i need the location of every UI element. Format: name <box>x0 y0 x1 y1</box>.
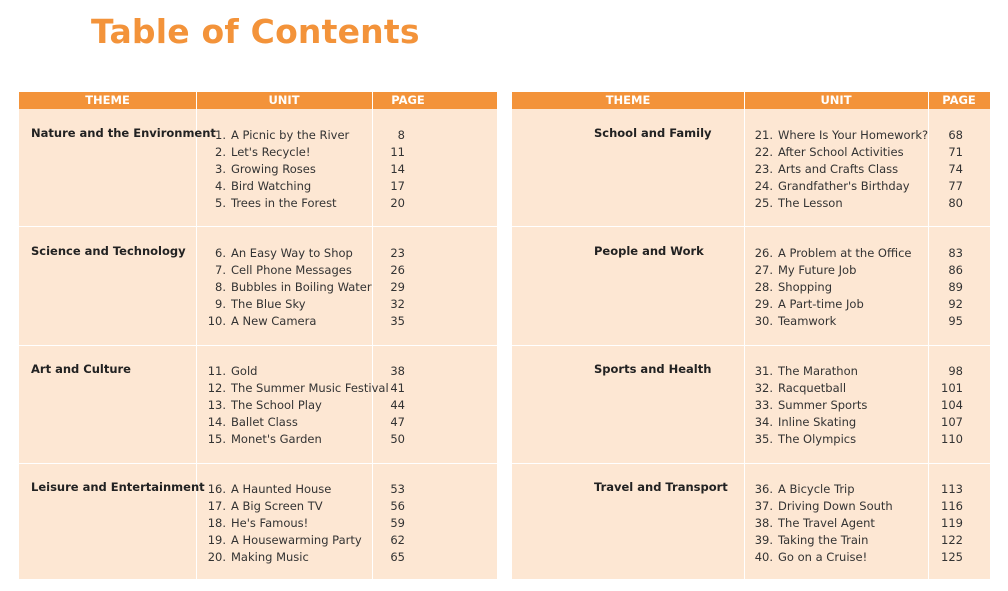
unit-title: A Housewarming Party <box>231 532 362 547</box>
theme-name: School and Family <box>594 126 712 140</box>
page-list <box>345 363 405 447</box>
page-number: 92 <box>948 296 963 311</box>
page-list <box>903 481 963 565</box>
unit-number: 3. <box>215 161 226 176</box>
page-number: 23 <box>390 246 405 260</box>
unit-list <box>752 245 912 329</box>
unit-title: A Haunted House <box>231 482 332 496</box>
unit-number: 9. <box>215 296 226 311</box>
page-number: 47 <box>390 414 405 429</box>
row-divider <box>19 226 497 227</box>
theme-name: Sports and Health <box>594 362 712 376</box>
unit-item <box>752 481 893 498</box>
row-divider <box>512 463 990 464</box>
toc-table-right <box>512 92 990 579</box>
unit-list <box>205 481 362 565</box>
unit-number: 11. <box>207 364 226 378</box>
page-number: 71 <box>948 144 963 159</box>
page-list <box>345 481 405 565</box>
unit-title: A Big Screen TV <box>231 498 323 513</box>
page-number: 20 <box>390 195 405 210</box>
unit-number: 6. <box>215 246 226 260</box>
unit-title: Bird Watching <box>231 178 312 193</box>
unit-title: The Olympics <box>778 431 857 446</box>
unit-title: The School Play <box>231 397 322 412</box>
unit-number: 30. <box>754 313 773 328</box>
unit-title: He's Famous! <box>231 515 309 530</box>
unit-item <box>752 414 867 431</box>
unit-item <box>752 532 893 549</box>
theme-name: Travel and Transport <box>594 480 728 494</box>
unit-number: 40. <box>754 549 773 564</box>
unit-item <box>752 144 928 161</box>
page-number: 83 <box>948 246 963 260</box>
column-divider <box>744 92 745 579</box>
row-divider <box>19 463 497 464</box>
page-number: 80 <box>948 195 963 210</box>
page-list <box>903 363 963 447</box>
unit-number: 15. <box>207 431 226 446</box>
page-number: 74 <box>948 161 963 176</box>
page-number: 62 <box>390 532 405 547</box>
unit-title: Teamwork <box>778 313 837 328</box>
unit-number: 24. <box>754 178 773 193</box>
page-number: 65 <box>390 549 405 564</box>
unit-item <box>752 431 867 448</box>
unit-title: Driving Down South <box>778 498 893 513</box>
unit-number: 20. <box>207 549 226 564</box>
unit-title: Grandfather's Birthday <box>778 178 910 193</box>
page-number: 68 <box>948 128 963 142</box>
unit-title: Monet's Garden <box>231 431 322 446</box>
unit-title: My Future Job <box>778 262 857 277</box>
unit-item <box>752 296 912 313</box>
unit-number: 22. <box>754 144 773 159</box>
unit-title: Ballet Class <box>231 414 298 429</box>
unit-title: The Marathon <box>778 364 858 378</box>
theme-name: Nature and the Environment <box>31 126 216 140</box>
page-number: 41 <box>390 380 405 395</box>
unit-item <box>752 195 928 212</box>
unit-title: Gold <box>231 364 258 378</box>
page-number: 8 <box>397 128 405 142</box>
unit-title: Racquetball <box>778 380 847 395</box>
unit-item <box>205 178 349 195</box>
unit-number: 39. <box>754 532 773 547</box>
unit-item <box>752 397 867 414</box>
unit-title: Inline Skating <box>778 414 857 429</box>
page-number: 56 <box>390 498 405 513</box>
page-number: 17 <box>390 178 405 193</box>
page-number: 53 <box>390 482 405 496</box>
page-number: 86 <box>948 262 963 277</box>
table-header <box>19 92 497 109</box>
unit-title: A Bicycle Trip <box>778 482 855 496</box>
page-number: 26 <box>390 262 405 277</box>
unit-item <box>752 313 912 330</box>
unit-title: Go on a Cruise! <box>778 549 868 564</box>
page-number: 89 <box>948 279 963 294</box>
unit-item <box>205 161 349 178</box>
unit-title: Shopping <box>778 279 833 294</box>
unit-list <box>752 127 928 211</box>
unit-title: Bubbles in Boiling Water <box>231 279 372 294</box>
unit-number: 1. <box>215 128 226 142</box>
page-number: 59 <box>390 515 405 530</box>
page-number: 104 <box>941 397 963 412</box>
page-number: 98 <box>948 364 963 378</box>
unit-number: 31. <box>754 364 773 378</box>
theme-name: Leisure and Entertainment <box>31 480 205 494</box>
unit-number: 4. <box>215 178 226 193</box>
page-number: 29 <box>390 279 405 294</box>
unit-title: Growing Roses <box>231 161 316 176</box>
unit-item <box>752 498 893 515</box>
unit-item <box>205 144 349 161</box>
page-list <box>903 127 963 211</box>
page-number: 110 <box>941 431 963 446</box>
unit-number: 21. <box>754 128 773 142</box>
unit-number: 32. <box>754 380 773 395</box>
page-number: 50 <box>390 431 405 446</box>
unit-title: Summer Sports <box>778 397 868 412</box>
unit-title: Making Music <box>231 549 309 564</box>
unit-number: 29. <box>754 296 773 311</box>
header-page: PAGE <box>391 93 425 107</box>
header-page: PAGE <box>942 93 976 107</box>
unit-title: Trees in the Forest <box>231 195 337 210</box>
unit-number: 23. <box>754 161 773 176</box>
page-title: Table of Contents <box>91 12 420 51</box>
unit-item <box>205 498 362 515</box>
page-number: 77 <box>948 178 963 193</box>
unit-title: A Picnic by the River <box>231 128 350 142</box>
unit-number: 27. <box>754 262 773 277</box>
theme-name: Art and Culture <box>31 362 131 376</box>
unit-title: A Part-time Job <box>778 296 864 311</box>
page-number: 14 <box>390 161 405 176</box>
unit-number: 17. <box>207 498 226 513</box>
unit-list <box>205 127 349 211</box>
page-number: 125 <box>941 549 963 564</box>
header-theme: THEME <box>85 93 130 107</box>
page-number: 35 <box>390 313 405 328</box>
unit-number: 19. <box>207 532 226 547</box>
unit-title: The Blue Sky <box>231 296 306 311</box>
page-number: 32 <box>390 296 405 311</box>
unit-number: 13. <box>207 397 226 412</box>
unit-number: 14. <box>207 414 226 429</box>
column-divider <box>196 92 197 579</box>
unit-number: 28. <box>754 279 773 294</box>
page-number: 122 <box>941 532 963 547</box>
unit-number: 2. <box>215 144 226 159</box>
row-divider <box>19 345 497 346</box>
unit-item <box>752 515 893 532</box>
unit-title: The Summer Music Festival <box>231 380 389 395</box>
unit-number: 37. <box>754 498 773 513</box>
unit-item <box>752 245 912 262</box>
unit-list <box>752 363 867 447</box>
theme-name: People and Work <box>594 244 704 258</box>
page-number: 119 <box>941 515 963 530</box>
unit-title: Cell Phone Messages <box>231 262 352 277</box>
unit-number: 18. <box>207 515 226 530</box>
unit-item <box>752 380 867 397</box>
unit-number: 36. <box>754 482 773 496</box>
page-number: 95 <box>948 313 963 328</box>
unit-number: 33. <box>754 397 773 412</box>
unit-number: 16. <box>207 482 226 496</box>
unit-list <box>752 481 893 565</box>
unit-item <box>205 195 349 212</box>
unit-number: 5. <box>215 195 226 210</box>
unit-title: Taking the Train <box>778 532 869 547</box>
unit-number: 35. <box>754 431 773 446</box>
header-unit: UNIT <box>820 93 852 107</box>
page-number: 113 <box>941 482 963 496</box>
header-unit: UNIT <box>268 93 300 107</box>
unit-item <box>752 363 867 380</box>
unit-title: Where Is Your Homework? <box>778 128 929 142</box>
unit-number: 38. <box>754 515 773 530</box>
unit-item <box>205 127 349 144</box>
page-list <box>903 245 963 329</box>
row-divider <box>512 226 990 227</box>
unit-item <box>752 161 928 178</box>
unit-title: Let's Recycle! <box>231 144 311 159</box>
header-theme: THEME <box>605 93 651 107</box>
page-number: 101 <box>941 380 963 395</box>
toc-table-left <box>19 92 497 579</box>
unit-item <box>205 532 362 549</box>
unit-title: The Lesson <box>778 195 843 210</box>
unit-number: 10. <box>207 313 226 328</box>
unit-title: An Easy Way to Shop <box>231 246 353 260</box>
unit-item <box>752 279 912 296</box>
unit-item <box>752 127 928 144</box>
unit-number: 34. <box>754 414 773 429</box>
unit-item <box>205 515 362 532</box>
unit-title: Arts and Crafts Class <box>778 161 899 176</box>
unit-title: After School Activities <box>778 144 904 159</box>
unit-number: 8. <box>215 279 226 294</box>
unit-item <box>205 481 362 498</box>
unit-title: The Travel Agent <box>778 515 875 530</box>
unit-item <box>752 178 928 195</box>
unit-item <box>205 549 362 566</box>
table-header <box>512 92 990 109</box>
unit-item <box>752 262 912 279</box>
page-number: 44 <box>390 397 405 412</box>
unit-item <box>752 549 893 566</box>
unit-title: A Problem at the Office <box>778 246 912 260</box>
row-divider <box>512 345 990 346</box>
unit-number: 25. <box>754 195 773 210</box>
unit-title: A New Camera <box>231 313 317 328</box>
page-number: 38 <box>390 364 405 378</box>
unit-number: 7. <box>215 262 226 277</box>
page-number: 11 <box>390 144 405 159</box>
page-number: 116 <box>941 498 963 513</box>
page-list <box>345 127 405 211</box>
page-list <box>345 245 405 329</box>
theme-name: Science and Technology <box>31 244 186 258</box>
page-number: 107 <box>941 414 963 429</box>
unit-number: 26. <box>754 246 773 260</box>
unit-number: 12. <box>207 380 226 395</box>
